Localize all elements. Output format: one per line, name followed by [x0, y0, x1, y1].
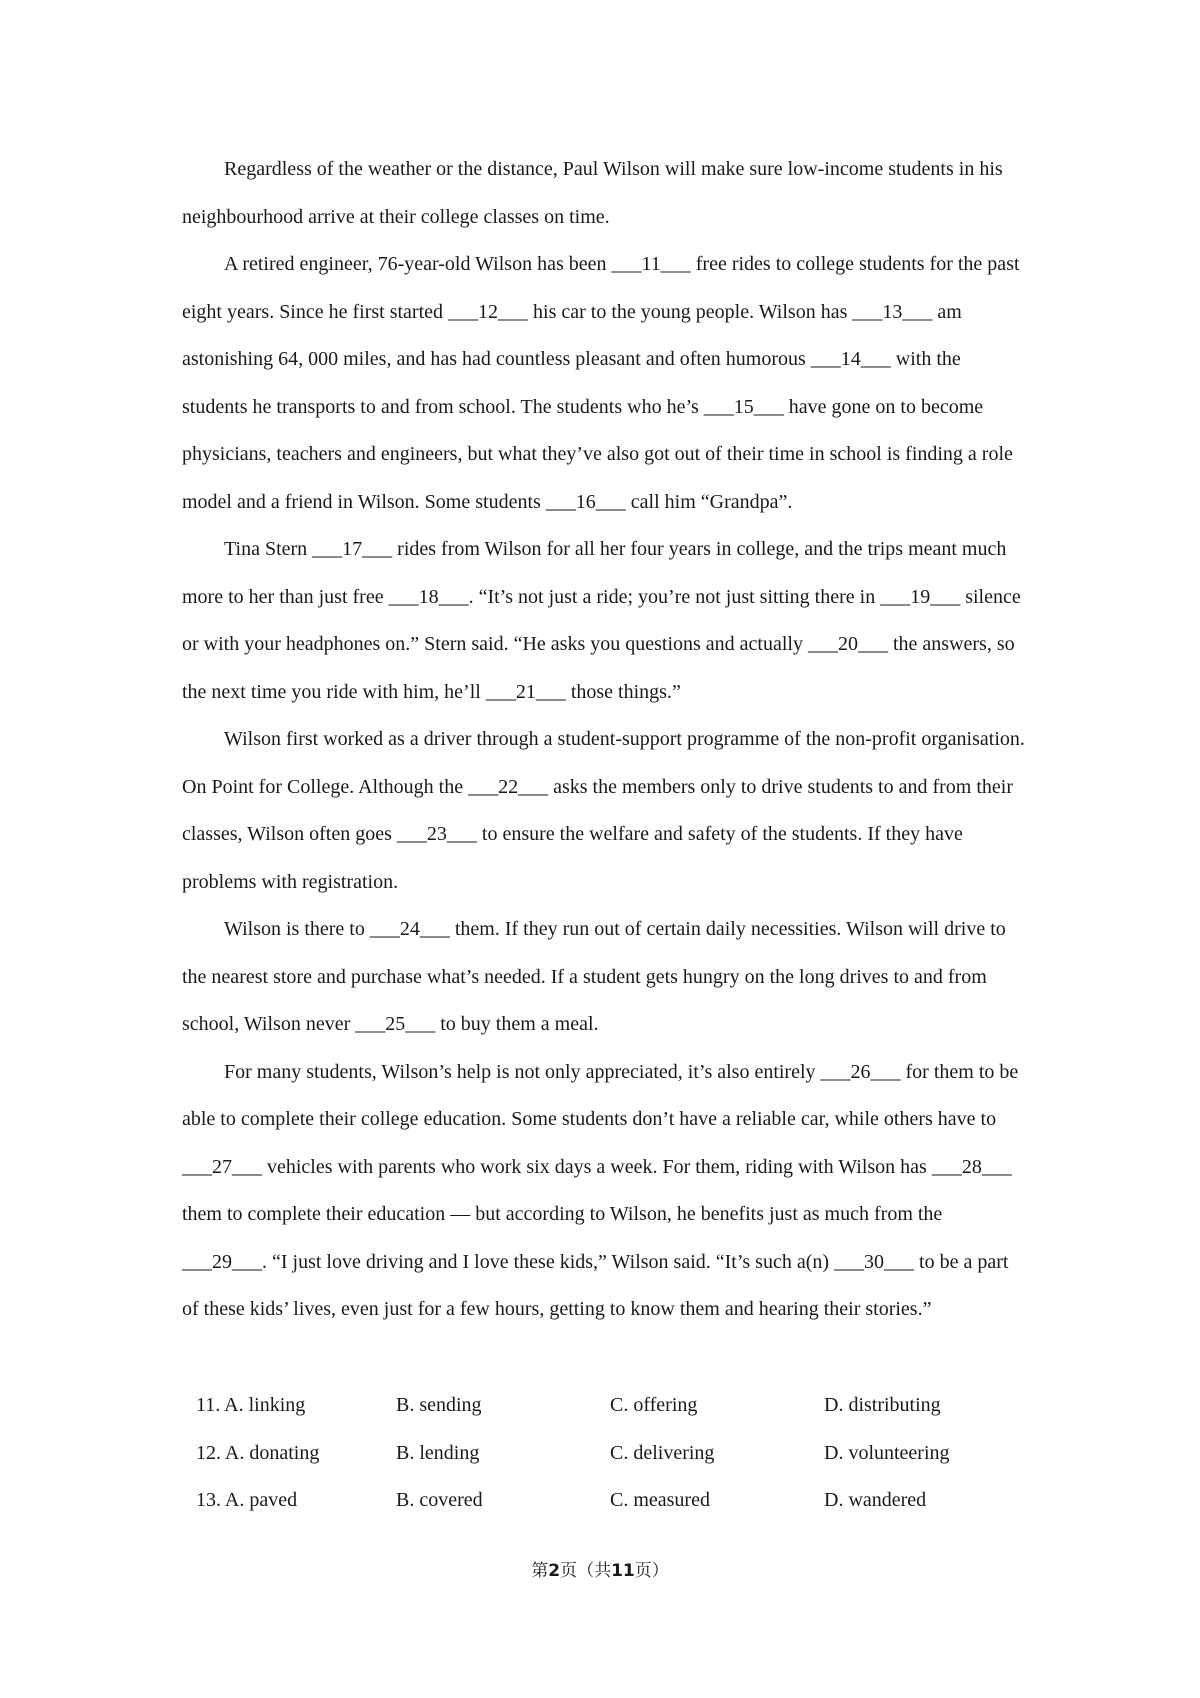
question-row	[196, 1430, 1026, 1478]
cloze-passage	[182, 146, 1028, 1334]
footer-prefix: 第	[531, 1561, 549, 1581]
option-d: D. distributing	[824, 1394, 941, 1416]
question-row	[196, 1382, 1026, 1430]
option-d: D. wandered	[824, 1489, 927, 1511]
question-row	[196, 1477, 1026, 1525]
option-a: 11. A. linking	[196, 1394, 306, 1416]
option-b: B. covered	[396, 1489, 483, 1511]
passage-paragraph-1: Regardless of the weather or the distance, Paul Wilson will make sure low-income students in his neighbourhood arrive at their college classes on time.	[182, 158, 1003, 228]
option-a: 13. A. paved	[196, 1489, 298, 1511]
answer-options	[196, 1382, 1026, 1525]
total-page-count: 11	[611, 1561, 635, 1581]
passage-paragraph-2: A retired engineer, 76-year-old Wilson has been ___11___ free rides to college students for the past eight years. Since he first started ___12___ his car to the young people. Wilson has ___13___ am astonishing 64, 000 miles, and has had countless pleasant and often humorous ___14___ with the students he transports to and from school. The students who he’s ___15___ have gone on to become physicians, teachers and engineers, but what they’ve also got out of their time in school is finding a role model and a friend in Wilson. Some students ___16___ call him “Grandpa”.	[182, 253, 1020, 513]
option-a: 12. A. donating	[196, 1441, 320, 1464]
option-b: B. lending	[396, 1441, 480, 1464]
footer-middle: 页（共	[560, 1561, 612, 1581]
option-c: C. measured	[610, 1489, 710, 1511]
current-page-number: 2	[548, 1561, 561, 1581]
option-d: D. volunteering	[824, 1441, 950, 1464]
passage-paragraph-5: Wilson is there to ___24___ them. If they run out of certain daily necessities. Wilson will drive to the nearest store and purchase what’s needed. If a student gets hungry on the long drives to and from school, Wilson never ___25___ to buy them a meal.	[182, 918, 1006, 1035]
passage-paragraph-4: Wilson first worked as a driver through a student-support programme of the non-profit organisation. On Point for College. Although the ___22___ asks the members only to drive students to and from their classes, Wilson often goes ___23___ to ensure the welfare and safety of the students. If they have problems with registration.	[182, 728, 1025, 893]
option-c: C. offering	[610, 1394, 698, 1416]
passage-paragraph-3: Tina Stern ___17___ rides from Wilson for all her four years in college, and the trips meant much more to her than just free ___18___. “It’s not just a ride; you’re not just sitting there in ___19___ silence or with your headphones on.” Stern said. “He asks you questions and actually ___20___ the answers, so the next time you ride with him, he’ll ___21___ those things.”	[182, 538, 1021, 703]
passage-paragraph-6: For many students, Wilson’s help is not only appreciated, it’s also entirely ___26___ for them to be able to complete their college education. Some students don’t have a reliable car, while others have to ___27___ vehicles with parents who work six days a week. For them, riding with Wilson has ___28___ them to complete their education — but according to Wilson, he benefits just as much from the ___29___. “I just love driving and I love these kids,” Wilson said. “It’s such a(n) ___30___ to be a part of these kids’ lives, even just for a few hours, getting to know them and hearing their stories.”	[182, 1060, 1019, 1320]
option-b: B. sending	[396, 1394, 482, 1416]
option-c: C. delivering	[610, 1441, 715, 1464]
page-number-footer	[0, 1556, 1200, 1581]
footer-suffix: 页）	[634, 1561, 669, 1581]
